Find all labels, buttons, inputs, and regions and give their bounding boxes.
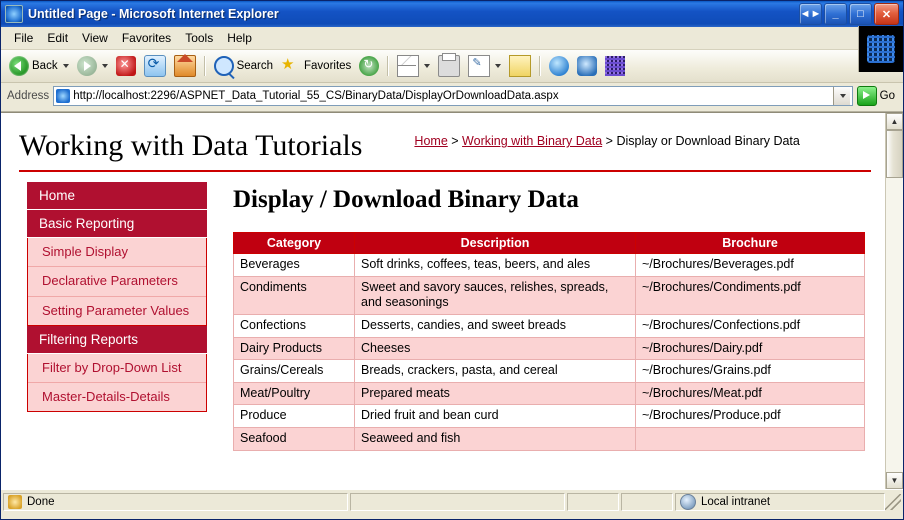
cell-category: Grains/Cereals	[234, 360, 355, 383]
stop-icon	[116, 56, 136, 76]
breadcrumb-home-link[interactable]: Home	[414, 134, 448, 148]
sidebar-item-simple-display[interactable]: Simple Display	[28, 238, 206, 267]
refresh-button[interactable]	[140, 53, 170, 79]
main-content	[207, 172, 871, 451]
discuss-globe-icon	[549, 56, 569, 76]
status-blank-3	[621, 493, 673, 511]
cell-brochure[interactable]: ~/Brochures/Condiments.pdf	[636, 276, 865, 314]
breadcrumb-sep-1: >	[451, 134, 459, 148]
back-icon	[9, 56, 29, 76]
breadcrumb-sep-2: >	[605, 134, 613, 148]
status-done-text: Done	[27, 496, 55, 508]
sidebar-item-master-details-details[interactable]: Master-Details-Details	[42, 389, 170, 404]
status-blank-2	[567, 493, 619, 511]
table-header-row	[234, 233, 865, 254]
scroll-down-button[interactable]: ▼	[886, 472, 903, 489]
status-page-icon	[8, 495, 22, 509]
toolbar-separator	[204, 56, 206, 76]
go-icon	[857, 86, 877, 106]
table-row	[234, 314, 865, 337]
sidebar-item-setting-parameter-values[interactable]: Setting Parameter Values	[42, 302, 190, 318]
maximize-button[interactable]: □	[849, 3, 872, 25]
cell-category: Produce	[234, 405, 355, 428]
notes-button[interactable]	[505, 53, 535, 79]
research-icon	[605, 56, 625, 76]
scroll-up-button[interactable]: ▲	[886, 113, 903, 130]
back-button[interactable]	[5, 54, 73, 78]
cell-category: Condiments	[234, 276, 355, 314]
status-security-zone	[675, 493, 885, 511]
menu-help[interactable]: Help	[227, 31, 252, 45]
status-zone-text: Local intranet	[701, 496, 771, 508]
scrollbar-track[interactable]	[886, 130, 903, 472]
menu-view[interactable]: View	[82, 31, 108, 45]
menu-file[interactable]: File	[14, 31, 34, 45]
menu-favorites[interactable]: Favorites	[121, 31, 172, 45]
cell-description: Seaweed and fish	[355, 428, 636, 451]
cell-category: Dairy Products	[234, 337, 355, 360]
messenger-button[interactable]	[573, 54, 601, 78]
history-button[interactable]	[355, 54, 383, 78]
menu-bar	[1, 27, 903, 50]
notes-icon	[509, 55, 531, 77]
status-blank-1	[350, 493, 565, 511]
print-button[interactable]	[434, 53, 464, 79]
address-label: Address	[7, 90, 50, 102]
address-url-text: http://localhost:2296/ASPNET_Data_Tutorial_55_CS/BinaryData/DisplayOrDownloadData.aspx	[73, 90, 559, 102]
cell-category: Confections	[234, 314, 355, 337]
minimize-button[interactable]: _	[824, 3, 847, 25]
breadcrumb-current: Display or Download Binary Data	[616, 134, 800, 148]
cell-category: Meat/Poultry	[234, 382, 355, 405]
cell-description: Sweet and savory sauces, relishes, spreads, and seasonings	[355, 276, 636, 314]
stop-button[interactable]	[112, 54, 140, 78]
refresh-icon	[144, 55, 166, 77]
window-title: Untitled Page - Microsoft Internet Explorer	[28, 7, 279, 21]
home-button[interactable]	[170, 53, 200, 79]
column-header-category: Category	[234, 233, 355, 254]
cell-brochure[interactable]: ~/Brochures/Beverages.pdf	[636, 254, 865, 277]
page-title: Display / Download Binary Data	[233, 186, 579, 213]
cell-description: Prepared meats	[355, 382, 636, 405]
content-row	[19, 172, 871, 451]
cell-category: Beverages	[234, 254, 355, 277]
page-area	[1, 112, 903, 489]
history-icon	[359, 56, 379, 76]
cell-brochure[interactable]: ~/Brochures/Confections.pdf	[636, 314, 865, 337]
search-icon	[214, 56, 234, 76]
cell-description: Cheeses	[355, 337, 636, 360]
mail-icon	[397, 55, 419, 77]
cell-description: Desserts, candies, and sweet breads	[355, 314, 636, 337]
research-button[interactable]	[601, 54, 629, 78]
column-header-description: Description	[355, 233, 636, 254]
breadcrumb-section-link[interactable]: Working with Binary Data	[462, 134, 603, 148]
cell-description: Dried fruit and bean curd	[355, 405, 636, 428]
favorites-label: Favorites	[304, 60, 352, 72]
sidebar-item-home[interactable]: Home	[27, 182, 207, 210]
site-title: Working with Data Tutorials	[19, 129, 363, 162]
cell-brochure[interactable]: ~/Brochures/Produce.pdf	[636, 405, 865, 428]
page-header	[19, 123, 871, 172]
forward-icon	[77, 56, 97, 76]
sidebar-item-declarative-parameters[interactable]: Declarative Parameters	[28, 267, 206, 296]
mail-dropdown-icon[interactable]	[424, 64, 430, 68]
address-dropdown-button[interactable]	[833, 87, 850, 105]
app-icon	[5, 5, 23, 23]
go-label: Go	[879, 90, 895, 102]
edit-icon	[468, 55, 490, 77]
column-header-brochure: Brochure	[636, 233, 865, 254]
window-resize-grip[interactable]	[885, 494, 901, 510]
sidebar	[19, 172, 207, 451]
table-row	[234, 428, 865, 451]
restore-group-button[interactable]: ◄►	[799, 3, 822, 25]
back-label: Back	[32, 60, 58, 72]
forward-button[interactable]	[73, 54, 112, 78]
discuss-button[interactable]	[545, 54, 573, 78]
home-icon	[174, 55, 196, 77]
breadcrumb	[362, 123, 844, 150]
status-bar	[1, 489, 903, 514]
document-viewport	[1, 113, 885, 489]
address-input[interactable]	[53, 86, 852, 106]
menu-edit[interactable]: Edit	[47, 31, 69, 45]
cell-brochure[interactable]	[636, 428, 865, 451]
zone-icon	[680, 494, 696, 510]
ie-logo-icon	[858, 26, 903, 72]
sidebar-item-filter-by-drop-down-list[interactable]: Filter by Drop-Down List	[28, 354, 206, 383]
sidebar-item-basic-reporting[interactable]: Basic Reporting	[27, 210, 207, 238]
back-dropdown-icon[interactable]	[63, 64, 69, 68]
go-button[interactable]	[857, 86, 899, 106]
print-icon	[438, 55, 460, 77]
cell-brochure[interactable]: ~/Brochures/Dairy.pdf	[636, 337, 865, 360]
page-favicon-icon	[56, 89, 70, 103]
mail-button[interactable]	[393, 53, 434, 79]
scrollbar-thumb[interactable]	[886, 130, 903, 178]
cell-brochure[interactable]: ~/Brochures/Meat.pdf	[636, 382, 865, 405]
menu-tools[interactable]: Tools	[185, 31, 214, 45]
table-row	[234, 382, 865, 405]
title-bar	[1, 1, 903, 27]
toolbar-separator-3	[539, 56, 541, 76]
favorites-button[interactable]	[277, 54, 355, 78]
close-button[interactable]: ✕	[874, 3, 899, 25]
table-row	[234, 405, 865, 428]
search-button[interactable]	[210, 54, 277, 78]
table-row	[234, 254, 865, 277]
table-row	[234, 360, 865, 383]
address-bar	[1, 83, 903, 112]
cell-description: Soft drinks, coffees, teas, beers, and ales	[355, 254, 636, 277]
brochures-table	[233, 232, 865, 451]
table-row	[234, 337, 865, 360]
cell-category: Seafood	[234, 428, 355, 451]
cell-description: Breads, crackers, pasta, and cereal	[355, 360, 636, 383]
edit-button[interactable]	[464, 53, 505, 79]
vertical-scrollbar[interactable]	[885, 113, 903, 489]
sidebar-subgroup-filtering-reports	[27, 354, 207, 413]
table-row	[234, 276, 865, 314]
favorites-star-icon: ★	[281, 56, 295, 73]
search-label: Search	[236, 60, 274, 72]
edit-dropdown-icon[interactable]	[495, 64, 501, 68]
tool-bar	[1, 50, 903, 83]
toolbar-separator-2	[387, 56, 389, 76]
messenger-icon	[577, 56, 597, 76]
window-buttons	[799, 3, 901, 25]
forward-dropdown-icon[interactable]	[102, 64, 108, 68]
sidebar-item-filtering-reports[interactable]: Filtering Reports	[27, 326, 207, 354]
cell-brochure[interactable]: ~/Brochures/Grains.pdf	[636, 360, 865, 383]
status-message	[3, 493, 348, 511]
sidebar-subgroup-basic-reporting	[27, 238, 207, 326]
